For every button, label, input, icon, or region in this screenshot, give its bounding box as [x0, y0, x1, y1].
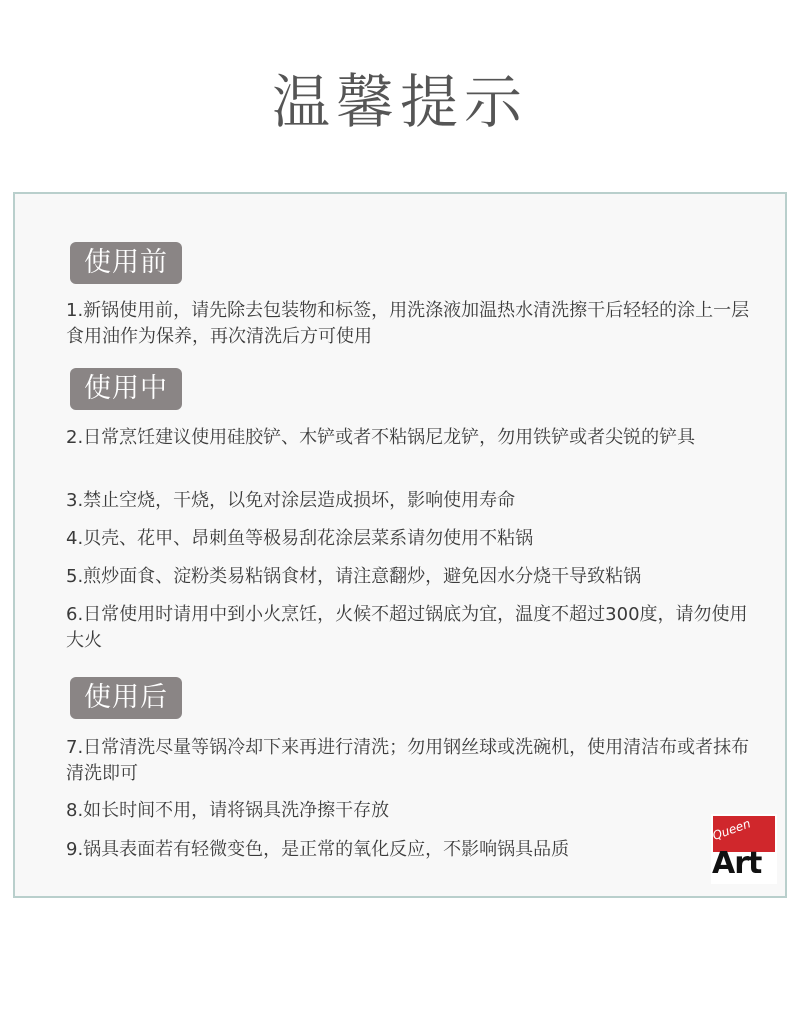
section-heading-after-use: 使用后 [70, 677, 182, 719]
tip-item: 4.贝壳、花甲、昂刺鱼等极易刮花涂层菜系请勿使用不粘锅 [66, 528, 534, 549]
tip-item: 1.新锅使用前，请先除去包装物和标签，用洗涤液加温热水清洗擦干后轻轻的涂上一层食用油作为保养，再次清洗后方可使用 [66, 300, 750, 347]
tip-item: 5.煎炒面食、淀粉类易粘锅食材，请注意翻炒，避免因水分烧干导致粘锅 [66, 566, 642, 587]
tip-item: 8.如长时间不用，请将锅具洗净擦干存放 [66, 800, 390, 821]
tip-item: 6.日常使用时请用中到小火烹饪，火候不超过锅底为宜，温度不超过300度，请勿使用大火 [66, 604, 748, 651]
tip-item: 3.禁止空烧，干烧，以免对涂层造成损坏，影响使用寿命 [66, 490, 516, 511]
logo-art-text: Art [712, 846, 762, 881]
page-title: 温馨提示 [271, 68, 528, 136]
section-heading-during-use: 使用中 [70, 368, 182, 410]
tip-item: 7.日常清洗尽量等锅冷却下来再进行清洗；勿用钢丝球或洗碗机，使用清洁布或者抹布清洗即可 [66, 737, 750, 784]
tips-panel [13, 192, 787, 898]
queen-art-logo [711, 814, 777, 884]
tip-item: 9.锅具表面若有轻微变色，是正常的氧化反应，不影响锅具品质 [66, 839, 570, 860]
logo-queen-text: Queen [711, 816, 753, 843]
tip-item: 2.日常烹饪建议使用硅胶铲、木铲或者不粘锅尼龙铲，勿用铁铲或者尖锐的铲具 [66, 427, 696, 448]
section-heading-before-use: 使用前 [70, 242, 182, 284]
